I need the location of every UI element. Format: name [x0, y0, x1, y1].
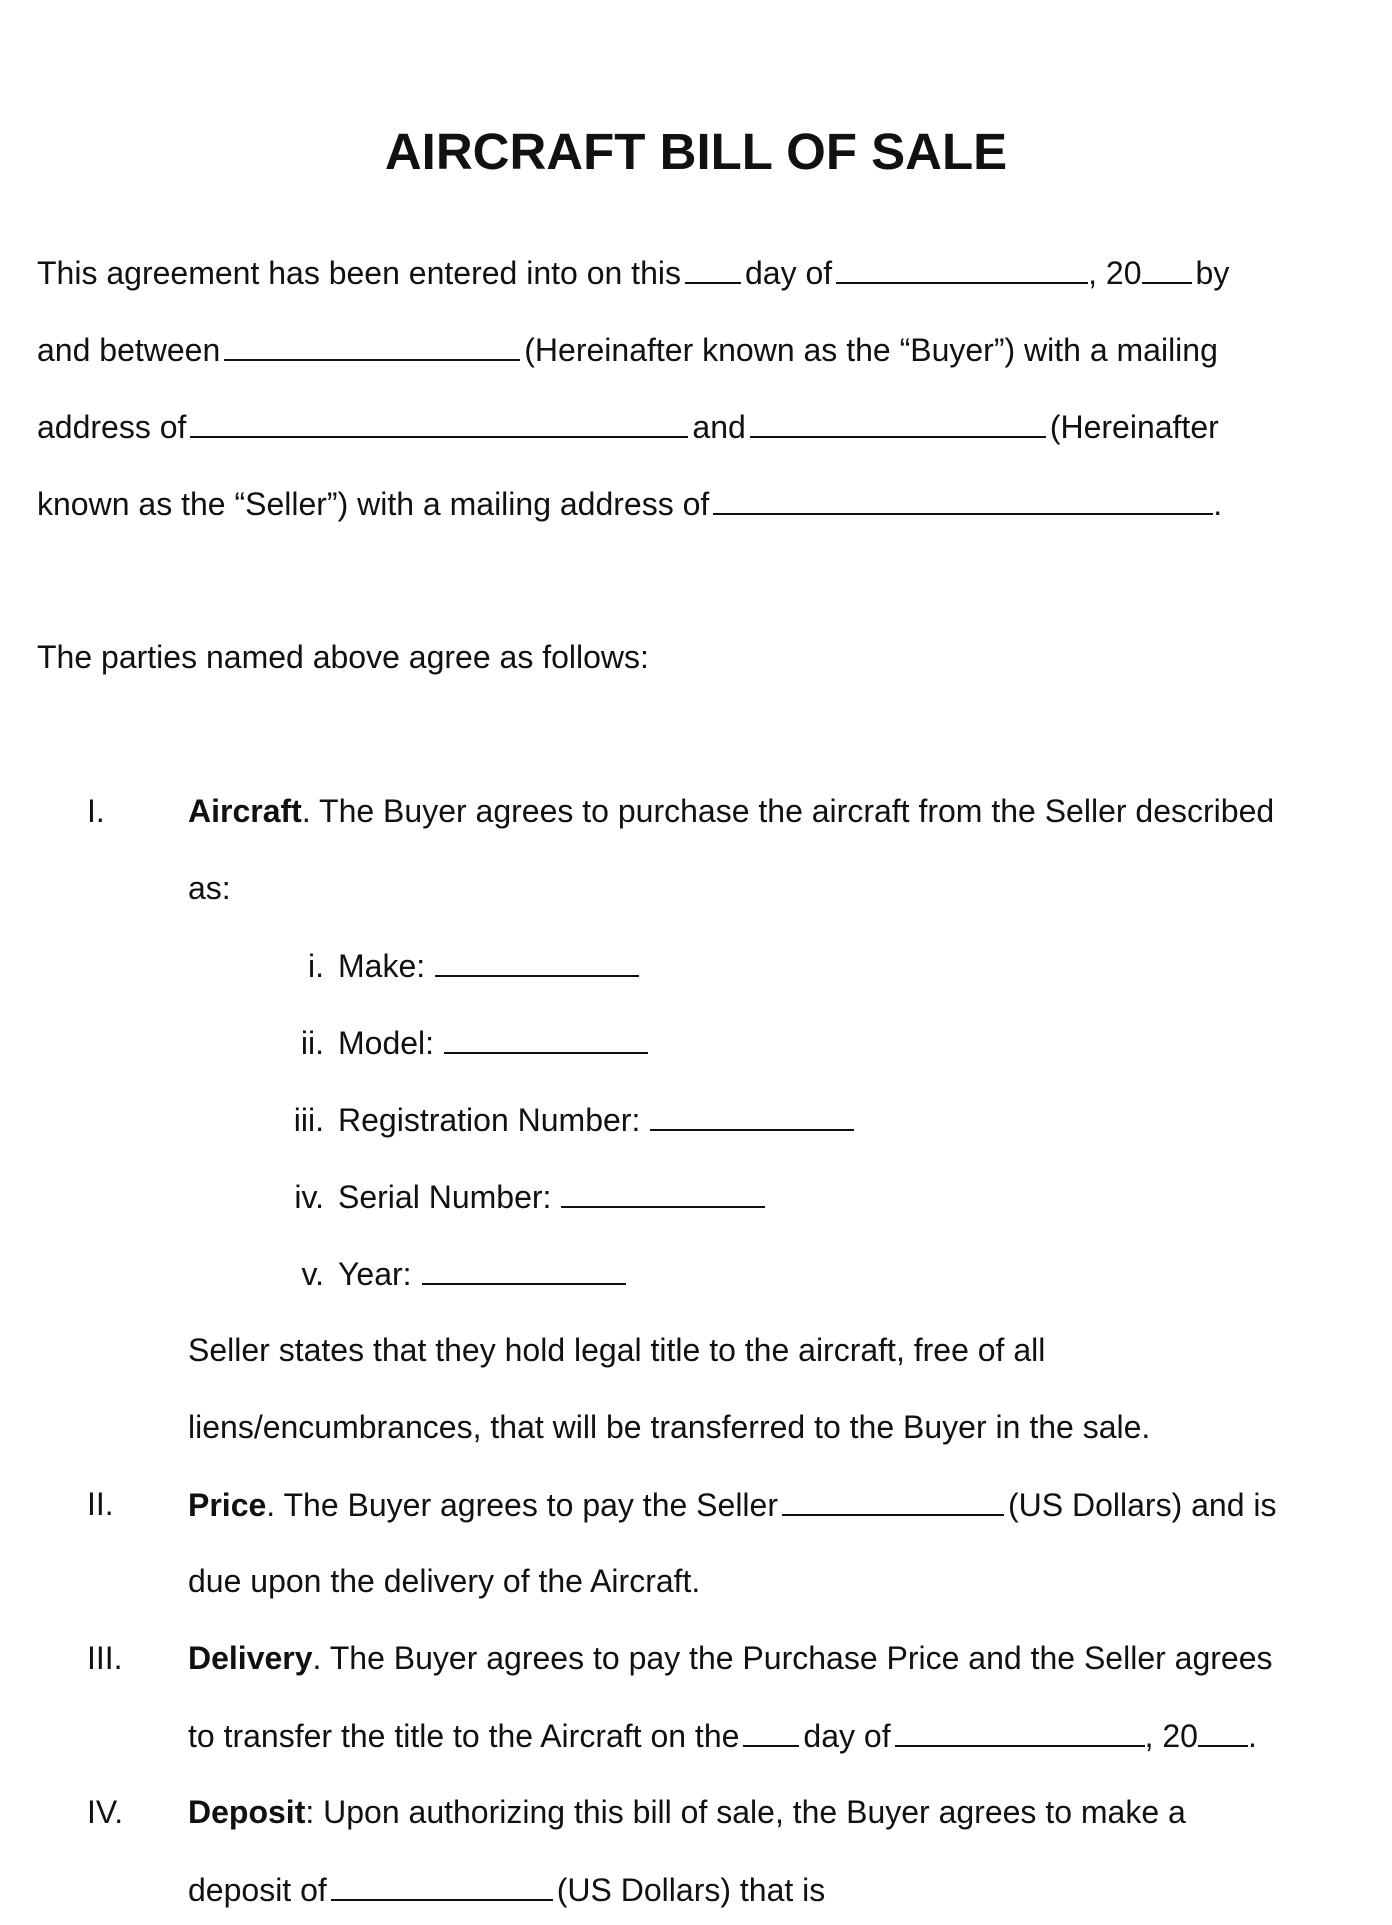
intro-text: and [692, 409, 746, 445]
item-label: Serial Number: [338, 1179, 552, 1215]
section-text: . [1247, 1718, 1257, 1754]
section-text: . The Buyer agrees to pay the Purchase Price and the Seller agrees [312, 1640, 1273, 1676]
section-text: (US Dollars) and is [1007, 1487, 1277, 1523]
deposit-blank[interactable] [331, 1869, 553, 1901]
title-statement-2: liens/encumbrances, that will be transferred to the Buyer in the sale. [188, 1409, 1151, 1445]
section-text: . The Buyer agrees to purchase the aircraft from the Seller described [301, 793, 1275, 829]
document-title: AIRCRAFT BILL OF SALE [384, 123, 1008, 180]
section-deposit-cont [188, 1869, 825, 1910]
section-aircraft-cont: as: [188, 870, 231, 906]
item-serial [262, 1176, 769, 1217]
registration-blank[interactable] [650, 1099, 854, 1131]
section-deposit [188, 1792, 1186, 1832]
delivery-day-blank[interactable] [743, 1715, 799, 1747]
section-heading: Deposit [188, 1794, 306, 1830]
section-price [188, 1484, 1277, 1525]
section-number: IV. [87, 1794, 124, 1830]
section-text: day of [803, 1718, 891, 1754]
title-statement-1: Seller states that they hold legal title to the aircraft, free of all [188, 1332, 1046, 1368]
item-year [262, 1253, 630, 1294]
section-number: II. [87, 1486, 114, 1522]
section-text: . The Buyer agrees to pay the Seller [266, 1487, 778, 1523]
year-blank[interactable] [422, 1253, 626, 1285]
intro-text: and between [37, 332, 221, 368]
item-label: Year: [338, 1256, 412, 1292]
section-text: deposit of [188, 1872, 327, 1908]
section-delivery [188, 1638, 1273, 1678]
agree-line: The parties named above agree as follows: [37, 639, 649, 675]
item-number: iii. [293, 1102, 324, 1138]
section-heading: Delivery [188, 1640, 313, 1676]
section-aircraft [188, 791, 1274, 831]
section-text: : Upon authorizing this bill of sale, the Buyer agrees to make a [305, 1794, 1186, 1830]
item-number: v. [301, 1256, 324, 1292]
year-blank[interactable] [1142, 252, 1192, 284]
section-text: to transfer the title to the Aircraft on the [188, 1718, 740, 1754]
section-heading: Aircraft [188, 793, 302, 829]
buyer-name-blank[interactable] [224, 329, 520, 361]
buyer-address-blank[interactable] [190, 406, 688, 438]
intro-text: by [1195, 255, 1230, 291]
item-number: iv. [294, 1179, 324, 1215]
item-label: Make: [338, 948, 426, 984]
intro-text: This agreement has been entered into on this [37, 255, 681, 291]
item-label: Model: [338, 1025, 435, 1061]
intro-text: day of [744, 255, 833, 291]
intro-text: known as the “Seller”) with a mailing address of [37, 486, 710, 522]
section-heading: Price [188, 1487, 267, 1523]
model-blank[interactable] [444, 1022, 648, 1054]
intro-text: . [1213, 486, 1223, 522]
item-number: ii. [300, 1025, 324, 1061]
seller-name-blank[interactable] [750, 406, 1046, 438]
item-registration [262, 1099, 858, 1140]
item-number: i. [308, 948, 324, 984]
section-number: III. [87, 1640, 123, 1676]
section-price-cont: due upon the delivery of the Aircraft. [188, 1563, 701, 1599]
month-blank[interactable] [836, 252, 1088, 284]
intro-text: (Hereinafter [1049, 409, 1219, 445]
intro-line-1 [37, 252, 1229, 293]
intro-line-2 [37, 329, 1218, 370]
section-number: I. [87, 793, 105, 829]
intro-text: , 20 [1088, 255, 1142, 291]
price-blank[interactable] [782, 1484, 1004, 1516]
intro-text: (Hereinafter known as the “Buyer”) with a mailing [524, 332, 1218, 368]
item-label: Registration Number: [338, 1102, 641, 1138]
section-delivery-cont [188, 1715, 1257, 1756]
section-text: (US Dollars) that is [556, 1872, 826, 1908]
item-make [262, 945, 643, 986]
intro-line-3 [37, 406, 1219, 447]
make-blank[interactable] [435, 945, 639, 977]
serial-blank[interactable] [561, 1176, 765, 1208]
section-text: , 20 [1144, 1718, 1198, 1754]
item-model [262, 1022, 652, 1063]
delivery-month-blank[interactable] [895, 1715, 1145, 1747]
intro-line-4 [37, 483, 1222, 524]
delivery-year-blank[interactable] [1198, 1715, 1248, 1747]
seller-address-blank[interactable] [713, 483, 1213, 515]
intro-text: address of [37, 409, 187, 445]
day-blank[interactable] [685, 252, 741, 284]
